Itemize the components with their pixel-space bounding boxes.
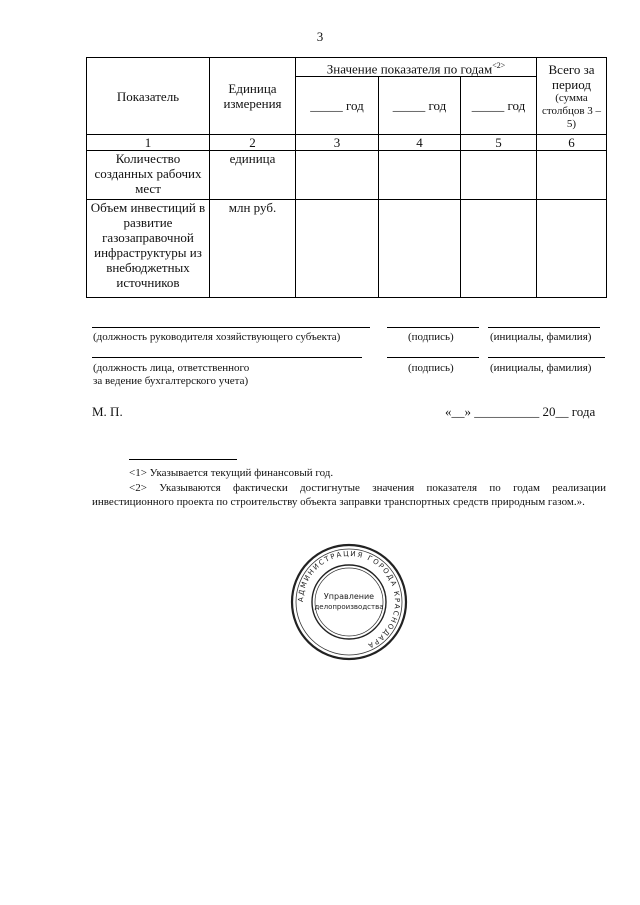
signature-line: [387, 357, 479, 358]
page-number: 3: [316, 29, 324, 44]
header-values-note: <2>: [492, 61, 506, 70]
position-caption-line1: (должность лица, ответственного: [93, 362, 250, 374]
col-number: 3: [296, 135, 379, 151]
date-field: «__» __________ 20__ года: [445, 404, 596, 419]
col-number: 5: [461, 135, 537, 151]
row-indicator: Количество созданных рабочих мест: [87, 151, 210, 200]
footnote-2: <2> Указываются фактически достигнутые значения показателя по годам реализации инвестиционного проекта по строительству объекта заправки транспортных средств природным газом.».: [92, 482, 606, 508]
value-cell: [296, 151, 379, 200]
header-values-group: [296, 58, 537, 77]
name-line: [488, 327, 600, 328]
total-cell: [537, 151, 607, 200]
table-row: [87, 151, 607, 200]
row-unit: единица: [210, 151, 296, 200]
seal-place-label: М. П.: [92, 404, 123, 419]
col-number: 4: [379, 135, 461, 151]
signature-caption: (подпись): [408, 331, 454, 343]
col-number: 2: [210, 135, 296, 151]
position-line: [92, 357, 362, 358]
value-cell: [296, 200, 379, 298]
header-year-2: _____ год: [379, 77, 461, 135]
row-indicator: Объем инвестиций в развитие газозаправочной инфраструктуры из внебюджетных источников: [87, 200, 210, 298]
row-unit: млн руб.: [210, 200, 296, 298]
header-values-label: Значение показателя по годам: [326, 61, 493, 77]
header-unit: Единица измерения: [210, 58, 296, 135]
header-indicator: Показатель: [87, 58, 210, 135]
header-total-note: (сумма столбцов 3 – 5): [541, 91, 602, 130]
header-year-3: _____ год: [461, 77, 537, 135]
col-number: 6: [537, 135, 607, 151]
position-line: [92, 327, 370, 328]
signature-caption: (подпись): [408, 362, 454, 374]
stamp-center-line1: Управление: [323, 592, 375, 601]
position-caption-line2: за ведение бухгалтерского учета): [93, 375, 249, 387]
value-cell: [461, 200, 537, 298]
value-cell: [379, 200, 461, 298]
footnote-separator: [129, 459, 237, 460]
position-caption: (должность руководителя хозяйствующего субъекта): [93, 331, 341, 343]
indicators-table: [86, 57, 607, 298]
col-number: 1: [87, 135, 210, 151]
name-caption: (инициалы, фамилия): [490, 362, 592, 374]
name-caption: (инициалы, фамилия): [490, 331, 592, 343]
stamp-center-line2: делопроизводства: [314, 603, 384, 611]
value-cell: [461, 151, 537, 200]
stamp-ring-text: АДМИНИСТРАЦИЯ ГОРОДА КРАСНОДАРА: [296, 549, 402, 651]
footnote-1: <1> Указывается текущий финансовый год.: [129, 467, 334, 479]
official-stamp: [290, 543, 408, 661]
header-total: [537, 58, 607, 135]
header-total-label: Всего за период: [548, 61, 595, 92]
header-year-1: _____ год: [296, 77, 379, 135]
table-row: [87, 200, 607, 298]
total-cell: [537, 200, 607, 298]
value-cell: [379, 151, 461, 200]
signature-line: [387, 327, 479, 328]
name-line: [488, 357, 605, 358]
